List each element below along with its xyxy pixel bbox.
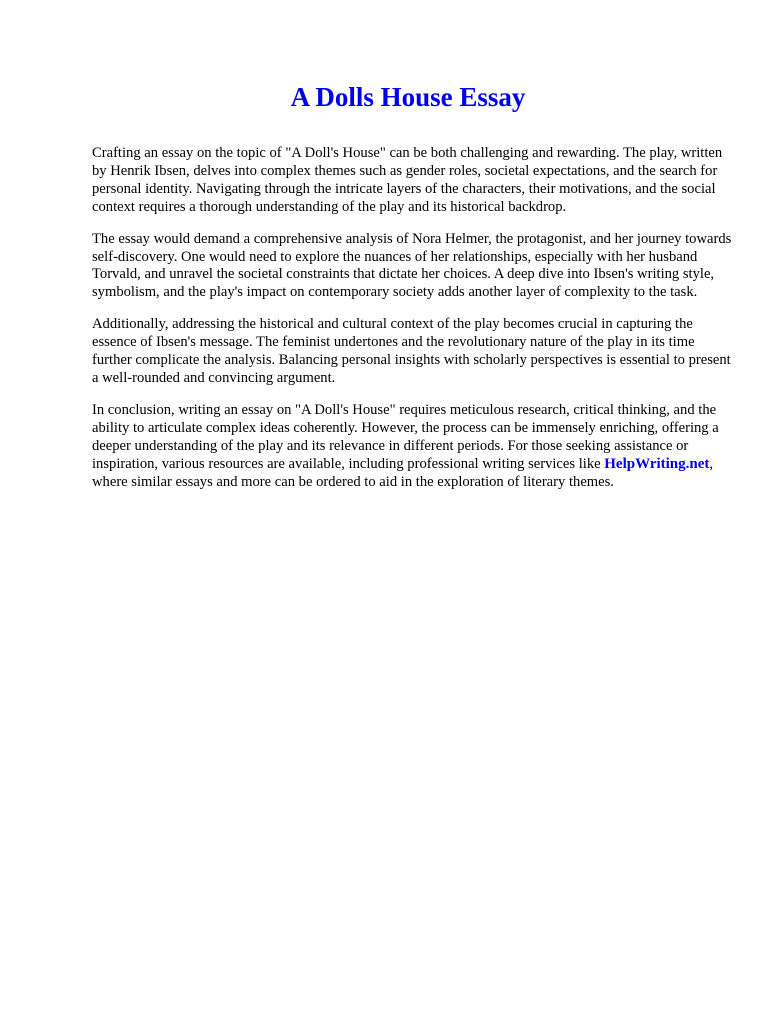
conclusion-text-after-link: , where similar essays and more can be ordered to aid in the exploration of literary themes. (92, 455, 714, 490)
paragraph-conclusion (92, 402, 732, 492)
page-title: A Dolls House Essay (290, 82, 526, 112)
paragraph-context: Additionally, addressing the historical and cultural context of the play becomes crucial in capturing the essence of Ibsen's message. The feminist undertones and the revolutionary nature of the play in its time further complicate the analysis. Balancing personal insights with scholarly perspectives is essential to present a well-rounded and convincing argument. (92, 316, 731, 386)
paragraph-intro: Crafting an essay on the topic of "A Doll's House" can be both challenging and rewarding. The play, written by Henrik Ibsen, delves into complex themes such as gender roles, societal expectations, and the search for personal identity. Navigating through the intricate layers of the characters, their motivations, and the social context requires a thorough understanding of the play and its historical backdrop. (92, 145, 723, 215)
document-body (92, 145, 732, 505)
conclusion-text-before-link: In conclusion, writing an essay on "A Doll's House" requires meticulous research, critical thinking, and the ability to articulate complex ideas coherently. However, the process can be immensely enriching, offering a deeper understanding of the play and its relevance in different periods. For those seeking assistance or inspiration, various resources are available, including professional writing services like (92, 401, 719, 472)
paragraph-analysis: The essay would demand a comprehensive analysis of Nora Helmer, the protagonist, and her journey towards self-discovery. One would need to explore the nuances of her relationships, especially with her husband Torvald, and unravel the societal constraints that dictate her choices. A deep dive into Ibsen's writing style, symbolism, and the play's impact on contemporary society adds another layer of complexity to the task. (92, 230, 732, 301)
helpwriting-link[interactable]: HelpWriting.net (604, 455, 710, 472)
